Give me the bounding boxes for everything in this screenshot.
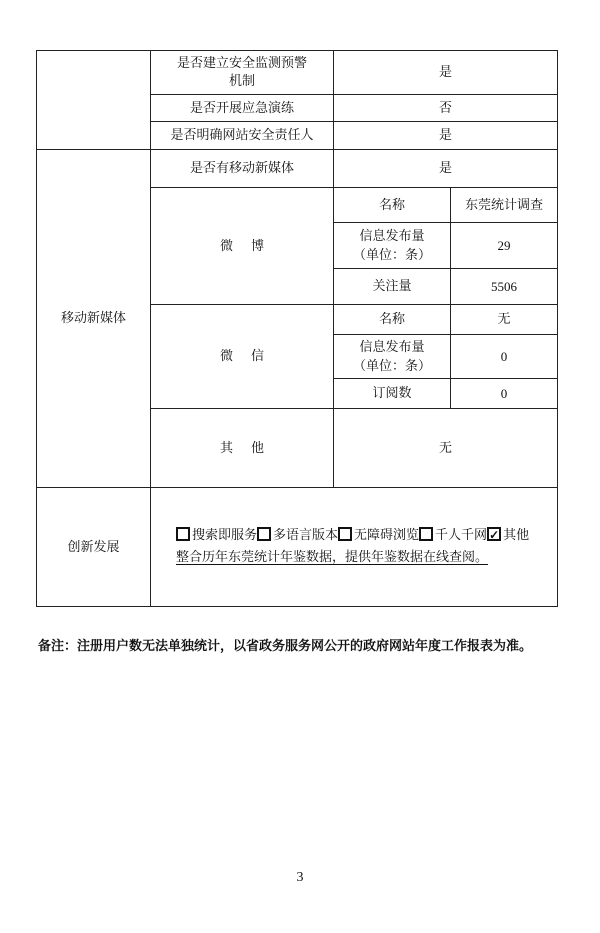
weibo-posts-label [334,223,450,268]
weibo-posts-label-line2: （单位：条） [352,247,431,263]
wechat-name-value: 无 [497,312,511,327]
monitor-value: 是 [438,65,452,80]
wechat-posts-label-line1: 信息发布量 [359,339,425,355]
weibo-name-value: 东莞统计调查 [464,197,543,213]
wechat-subscribers-label: 订阅数 [372,386,412,401]
weibo-posts-value: 29 [497,238,511,253]
has-media-label: 是否有移动新媒体 [189,161,294,176]
drill-value: 否 [438,100,452,116]
weibo-followers-label: 关注量 [372,279,412,294]
option-multilingual[interactable]: 多语言版本 [257,528,338,543]
wechat-name-label: 名称 [378,312,405,327]
weibo-followers-value: 5506 [491,279,517,294]
checkbox-icon[interactable] [419,527,433,541]
innovation-other-detail: 整合历年东莞统计年鉴数据，提供年鉴数据在线查阅。 [176,550,489,565]
drill-label: 是否开展应急演练 [189,100,294,116]
weibo-posts-label-line1: 信息发布量 [359,228,425,244]
responsible-value: 是 [438,128,452,143]
page-number: 3 [296,870,304,885]
checkbox-icon[interactable] [338,527,352,541]
innovation-options-line [176,525,551,547]
wechat-posts-label [334,335,450,378]
has-media-value: 是 [438,161,452,176]
wechat-label: 微信 [219,349,282,364]
option-other[interactable]: ✓ 其他 [487,528,529,543]
checkbox-icon[interactable] [176,527,190,541]
footnote: 备注：注册用户数无法单独统计，以省政务服务网公开的政府网站年度工作报表为准。 [38,639,533,654]
innovation-options [176,525,551,569]
checkbox-checked-icon[interactable] [487,527,501,541]
other-label: 其他 [219,440,282,456]
wechat-posts-label-line2: （单位：条） [352,358,431,374]
monitor-label: 是否建立安全监测预警机制 [177,55,308,89]
wechat-subscribers-value: 0 [500,386,508,401]
innovation-section-label: 创新发展 [67,539,120,555]
media-section-label: 移动新媒体 [60,311,126,326]
option-personalized[interactable]: 千人千网 [419,528,487,543]
checkbox-icon[interactable] [257,527,271,541]
option-accessibility[interactable]: 无障碍浏览 [338,528,419,543]
other-value: 无 [438,440,452,456]
wechat-posts-value: 0 [500,349,508,364]
option-search-service[interactable]: 搜索即服务 [176,528,257,543]
weibo-name-label: 名称 [378,197,405,213]
weibo-label: 微博 [219,238,282,254]
responsible-label: 是否明确网站安全责任人 [170,128,314,143]
